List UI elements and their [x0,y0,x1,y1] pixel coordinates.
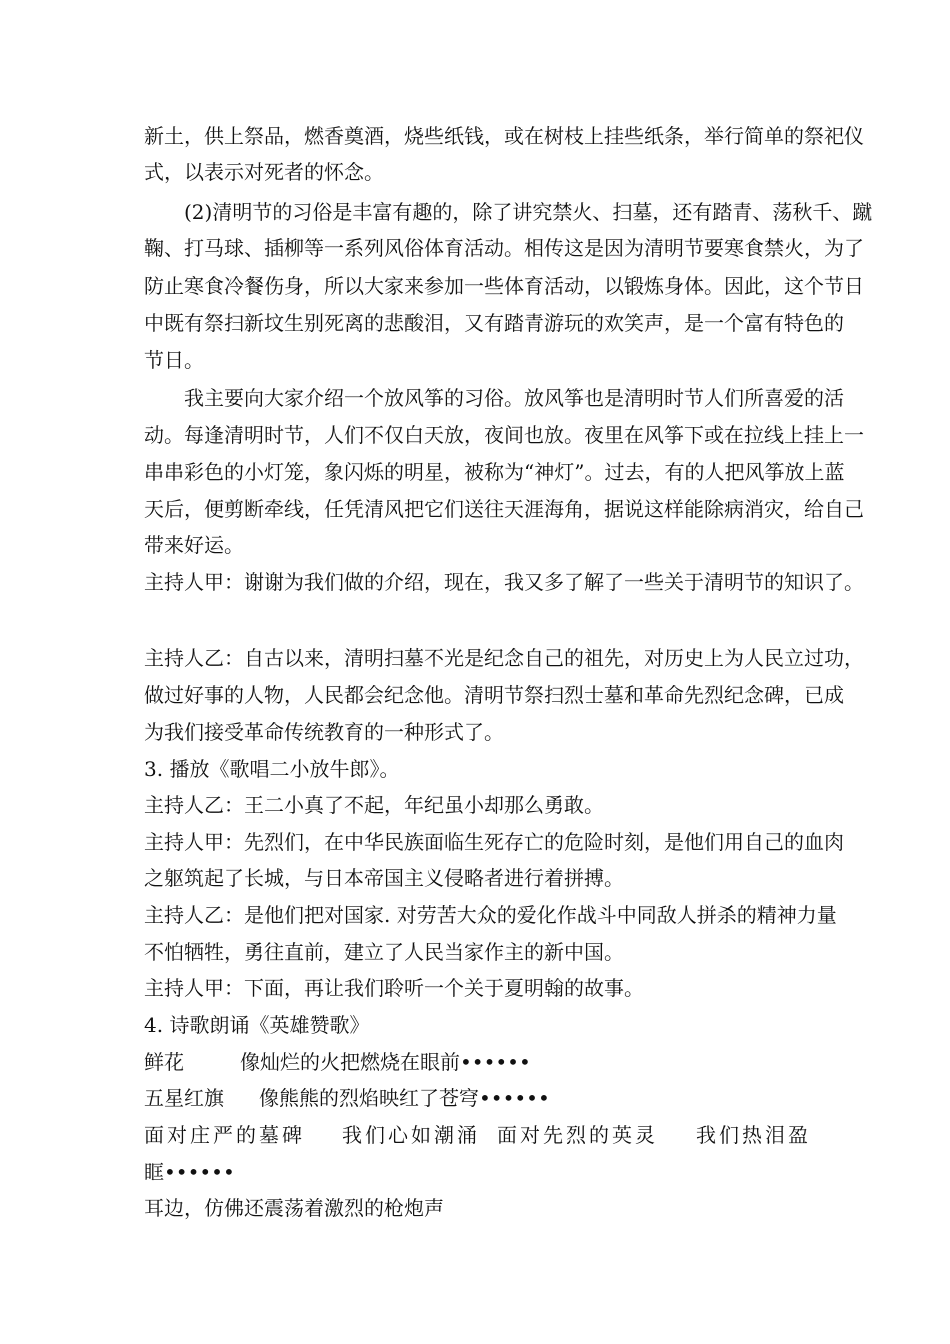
host-b-dialogue: 为我们接受革命传统教育的一种形式了。 [144,720,504,744]
poem-line-lead: 鲜花 [144,1050,184,1074]
poem-line-text: 像熊熊的烈焰映红了苍穹•••••• [259,1086,550,1110]
program-item: 4. 诗歌朗诵《英雄赞歌》 [144,1013,370,1037]
host-b-dialogue: 主持人乙：是他们把对国家. 对劳苦大众的爱化作战斗中同敌人拼杀的精神力量 [144,903,837,927]
poem-line-lead: 五星红旗 [144,1086,224,1110]
host-b-dialogue: 主持人乙：自古以来，清明扫墓不光是纪念自己的祖先，对历史上为人民立过功， [144,646,864,670]
paragraph-line: 中既有祭扫新坟生别死离的悲酸泪，又有踏青游玩的欢笑声，是一个富有特色的 [144,311,844,335]
paragraph-line: 节日。 [144,348,204,372]
paragraph-line: 新土，供上祭品，燃香奠酒，烧些纸钱，或在树枝上挂些纸条，举行简单的祭祀仪 [144,124,864,148]
paragraph-line: 天后，便剪断牵线，任凭清风把它们送往天涯海角，据说这样能除病消灾，给自己 [144,497,864,521]
poem-line-text: 耳边，仿佛还震荡着激烈的枪炮声 [144,1196,444,1220]
host-a-dialogue: 主持人甲：先烈们，在中华民族面临生死存亡的危险时刻，是他们用自己的血肉 [144,830,844,854]
host-b-dialogue: 主持人乙：王二小真了不起，年纪虽小却那么勇敢。 [144,793,604,817]
host-a-dialogue: 主持人甲：下面，再让我们聆听一个关于夏明翰的故事。 [144,976,644,1000]
host-a-dialogue: 之躯筑起了长城，与日本帝国主义侵略者进行着拼搏。 [144,866,624,890]
host-b-dialogue: 不怕牺牲，勇往直前，建立了人民当家作主的新中国。 [144,940,624,964]
paragraph-line: 带来好运。 [144,533,244,557]
paragraph-line: 我主要向大家介绍一个放风筝的习俗。放风筝也是清明时节人们所喜爱的活 [184,386,844,410]
host-a-dialogue: 主持人甲：谢谢为我们做的介绍，现在，我又多了解了一些关于清明节的知识了。 [144,570,864,594]
poem-line-segment: 我们心如潮涌 [342,1123,480,1147]
paragraph-line: 式，以表示对死者的怀念。 [144,160,384,184]
poem-line-segment: 我们热泪盈 [696,1123,811,1147]
poem-line-segment: 面对庄严的墓碑 [144,1123,305,1147]
program-item: 3. 播放《歌唱二小放牛郎》。 [144,757,400,781]
paragraph-line: 动。每逢清明时节，人们不仅白天放，夜间也放。夜里在风筝下或在拉线上挂上一 [144,423,864,447]
poem-line-text: 像灿烂的火把燃烧在眼前•••••• [240,1050,531,1074]
poem-line-segment: 面对先烈的英灵 [497,1123,658,1147]
paragraph-line: 防止寒食冷餐伤身，所以大家来参加一些体育活动，以锻炼身体。因此，这个节日 [144,274,864,298]
paragraph-line: 串串彩色的小灯笼，象闪烁的明星，被称为“神灯”。过去，有的人把风筝放上蓝 [144,460,845,484]
poem-line-text: 眶•••••• [144,1160,235,1184]
host-b-dialogue: 做过好事的人物，人民都会纪念他。清明节祭扫烈士墓和革命先烈纪念碑，已成 [144,683,844,707]
paragraph-line: (2)清明节的习俗是丰富有趣的，除了讲究禁火、扫墓，还有踏青、荡秋千、蹴 [184,200,873,224]
paragraph-line: 鞠、打马球、插柳等一系列风俗体育活动。相传这是因为清明节要寒食禁火，为了 [144,236,864,260]
